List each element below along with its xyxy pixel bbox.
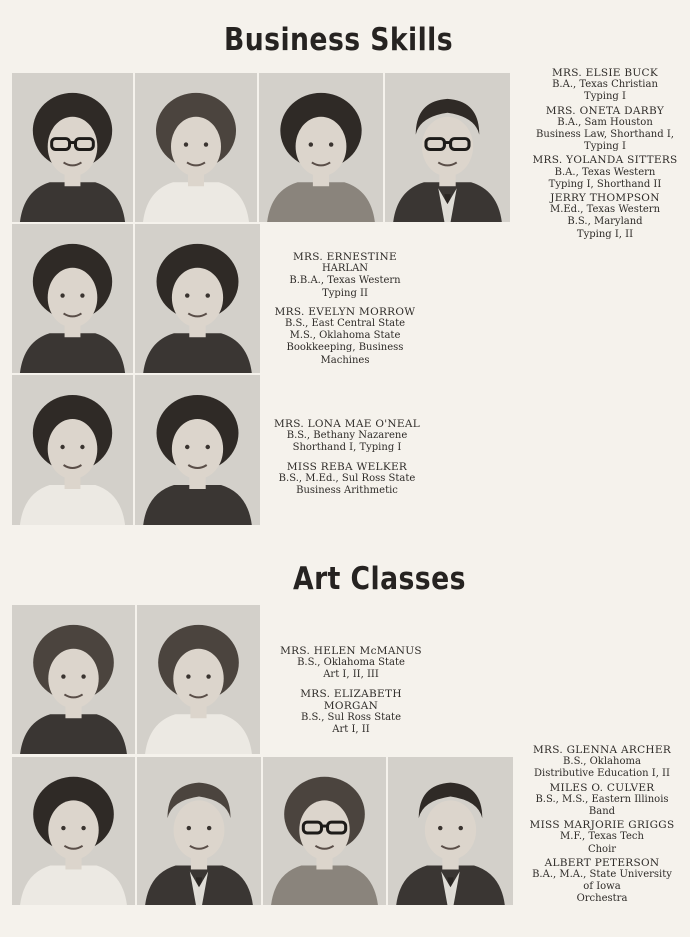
faculty-entry	[525, 154, 685, 191]
portrait-silhouette	[135, 375, 260, 525]
faculty-detail-line: Typing II	[322, 287, 368, 299]
faculty-detail-line: HARLAN	[321, 263, 369, 275]
faculty-entry	[525, 105, 685, 154]
faculty-name: MRS. YOLANDA SITTERS	[532, 154, 678, 167]
faculty-detail-line: Business Law, Shorthand I,	[536, 129, 674, 141]
portrait-photo	[259, 73, 383, 222]
faculty-detail-line: Band	[588, 806, 616, 818]
faculty-detail-line: Typing I	[584, 141, 626, 153]
faculty-entry	[270, 251, 420, 300]
faculty-detail-line: Orchestra	[576, 893, 628, 905]
faculty-entry	[272, 418, 422, 455]
faculty-name: ALBERT PETERSON	[544, 856, 660, 869]
portrait-silhouette	[259, 73, 383, 222]
faculty-detail-line: Shorthand I, Typing I	[292, 442, 402, 454]
faculty-entry	[276, 645, 426, 682]
portrait-photo	[135, 224, 260, 373]
caption-block-business-mid	[270, 251, 420, 367]
faculty-detail-line: B.A., M.A., State University	[532, 869, 672, 881]
caption-block-business-low	[272, 418, 422, 497]
portrait-photo	[12, 605, 135, 754]
portrait-photo	[137, 757, 261, 905]
caption-block-business-top	[525, 67, 685, 241]
faculty-detail-line: Business Arithmetic	[296, 485, 398, 497]
faculty-detail-line: B.B.A., Texas Western	[289, 275, 401, 287]
faculty-entry	[518, 744, 686, 781]
faculty-detail-line: M.Ed., Texas Western	[549, 204, 661, 216]
faculty-name: MRS. ERNESTINE	[293, 251, 397, 263]
portrait-silhouette	[385, 73, 510, 222]
caption-block-art-bottom	[518, 744, 686, 906]
faculty-detail-line: Distributive Education I, II	[534, 768, 670, 780]
faculty-detail-line: B.S., M.Ed., Sul Ross State	[278, 472, 416, 484]
portrait-photo	[12, 375, 133, 525]
portrait-photo	[12, 224, 133, 373]
portrait-silhouette	[12, 605, 135, 754]
faculty-detail-line: B.S., Bethany Nazarene	[286, 430, 408, 442]
portrait-photo	[385, 73, 510, 222]
portrait-photo	[263, 757, 386, 905]
faculty-detail-line: Bookkeeping, Business	[286, 342, 404, 354]
faculty-name: MISS MARJORIE GRIGGS	[529, 819, 675, 832]
portrait-silhouette	[12, 757, 135, 905]
portrait-silhouette	[12, 224, 133, 373]
faculty-name: MRS. HELEN McMANUS	[280, 645, 422, 657]
section-heading-business-skills: Business Skills	[224, 22, 454, 58]
faculty-detail-line: B.S., Oklahoma	[563, 756, 641, 768]
faculty-entry	[518, 857, 686, 906]
portrait-silhouette	[137, 757, 261, 905]
faculty-detail-line: B.A., Sam Houston	[557, 116, 653, 128]
portrait-silhouette	[263, 757, 386, 905]
faculty-detail-line: Machines	[320, 354, 370, 366]
faculty-name: JERRY THOMPSON	[550, 192, 660, 205]
faculty-entry	[518, 782, 686, 819]
faculty-detail-line: B.S., Sul Ross State	[301, 712, 401, 724]
faculty-name: MRS. GLENNA ARCHER	[532, 744, 672, 756]
faculty-detail-line: B.A., Texas Christian	[552, 79, 658, 91]
portrait-photo	[135, 73, 257, 222]
faculty-detail-line: Typing I	[584, 91, 626, 103]
faculty-detail-line: B.S., Oklahoma State	[297, 657, 405, 669]
faculty-detail-line: M.F., Texas Tech	[560, 831, 644, 843]
caption-block-art-top	[276, 645, 426, 736]
portrait-silhouette	[12, 73, 133, 222]
faculty-entry	[518, 819, 686, 856]
faculty-entry	[272, 461, 422, 498]
faculty-name: MRS. EVELYN MORROW	[274, 305, 416, 318]
faculty-detail-line: B.S., M.S., Eastern Illinois	[535, 793, 669, 805]
faculty-name: MRS. ELIZABETH MORGAN	[300, 687, 402, 712]
faculty-detail-line: of Iowa	[583, 881, 621, 893]
faculty-entry	[525, 192, 685, 241]
faculty-detail-line: Typing I, II	[576, 228, 634, 240]
portrait-photo	[135, 375, 260, 525]
portrait-photo	[12, 73, 133, 222]
faculty-detail-line: Choir	[587, 843, 617, 855]
faculty-name: MILES O. CULVER	[549, 781, 655, 794]
section-heading-art-classes: Art Classes	[293, 561, 466, 597]
faculty-name: MRS. ONETA DARBY	[545, 104, 665, 117]
faculty-detail-line: M.S., Oklahoma State	[289, 330, 401, 342]
portrait-silhouette	[12, 375, 133, 525]
portrait-silhouette	[135, 224, 260, 373]
faculty-name: MISS REBA WELKER	[286, 460, 408, 473]
faculty-detail-line: B.S., East Central State	[284, 318, 406, 330]
faculty-name: MRS. ELSIE BUCK	[551, 67, 659, 79]
faculty-name: MRS. LONA MAE O'NEAL	[273, 418, 421, 430]
portrait-silhouette	[135, 73, 257, 222]
portrait-silhouette	[388, 757, 513, 905]
faculty-entry	[270, 306, 420, 367]
portrait-silhouette	[137, 605, 260, 754]
faculty-detail-line: Typing I, Shorthand II	[548, 178, 662, 190]
portrait-photo	[388, 757, 513, 905]
faculty-entry	[525, 67, 685, 104]
faculty-entry	[276, 688, 426, 737]
faculty-detail-line: Art I, II	[332, 724, 370, 736]
faculty-detail-line: B.A., Texas Western	[554, 166, 656, 178]
faculty-detail-line: B.S., Maryland	[567, 216, 643, 228]
portrait-photo	[12, 757, 135, 905]
faculty-detail-line: Art I, II, III	[323, 669, 379, 681]
portrait-photo	[137, 605, 260, 754]
